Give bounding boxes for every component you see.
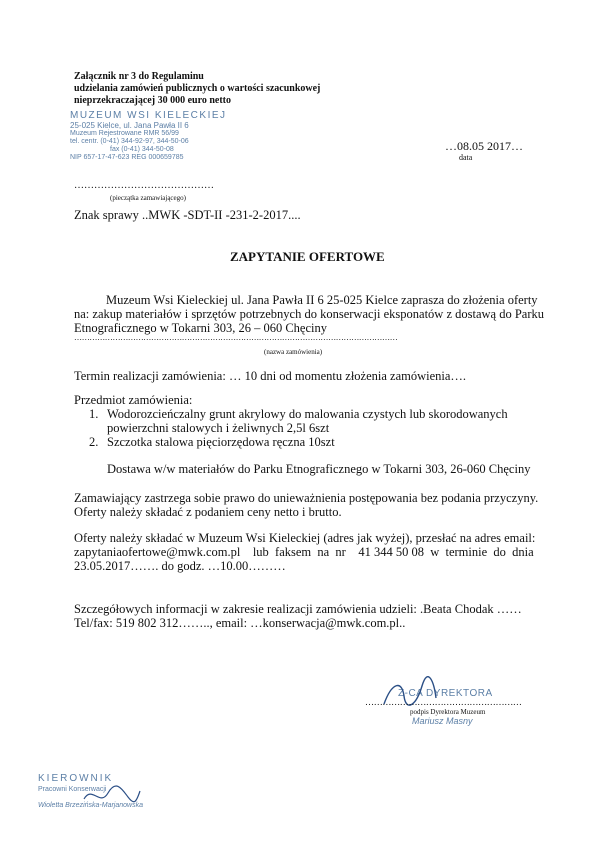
director-stamp: Z-CA DYREKTORA bbox=[398, 688, 493, 699]
subject-heading: Przedmiot zamówienia: bbox=[74, 393, 193, 407]
stamp-name: MUZEUM WSI KIELECKIEJ bbox=[70, 110, 227, 121]
reservation-paragraph bbox=[74, 491, 538, 519]
subject-item-2: Szczotka stalowa pięciorzędowa ręczna 10szt bbox=[107, 435, 335, 449]
submission-line-3: 23.05.2017……. do godz. …10.00……… bbox=[74, 559, 286, 573]
contact-paragraph bbox=[74, 602, 522, 630]
submission-paragraph bbox=[74, 531, 535, 573]
delivery-text: Dostawa w/w materiałów do Parku Etnograficznego w Tokarni 303, 26-060 Chęciny bbox=[107, 462, 531, 476]
manager-signature-scribble bbox=[82, 783, 142, 809]
subject-item-1 bbox=[107, 407, 508, 435]
manager-stamp-line-2: Pracowni Konserwacji bbox=[38, 786, 107, 793]
museum-stamp bbox=[70, 110, 227, 162]
contact-line-2: Tel/fax: 519 802 312…….., email: …konserwacja@mwk.com.pl.. bbox=[74, 616, 406, 630]
subject-item-2-number: 2. bbox=[89, 435, 99, 449]
stamp-address: 25-025 Kielce, ul. Jana Pawła II 6 bbox=[70, 121, 189, 130]
case-number: Znak sprawy ..MWK -SDT-II -231-2-2017.... bbox=[74, 208, 301, 222]
annex-line-2: udzielania zamówień publicznych o wartości szacunkowej bbox=[74, 83, 321, 94]
page-title: ZAPYTANIE OFERTOWE bbox=[230, 249, 385, 264]
reservation-line-1: Zamawiający zastrzega sobie prawo do unieważnienia postępowania bez podania przyczyny. bbox=[74, 491, 539, 505]
date-label: data bbox=[459, 153, 473, 162]
order-caption: (nazwa zamówienia) bbox=[264, 348, 323, 356]
intro-line-2: na: zakup materiałów i sprzętów potrzebnych do konserwacji eksponatów z dostawą do Parku bbox=[74, 307, 544, 321]
stamp-dots: …………………………………… bbox=[74, 180, 214, 191]
director-caption: podpis Dyrektora Muzeum bbox=[410, 708, 486, 716]
annex-line-1: Załącznik nr 3 do Regulaminu bbox=[74, 71, 204, 82]
director-dots: ……………………………………………… bbox=[365, 697, 522, 707]
manager-stamp-line-3: Wioletta Brzezińska-Marjanowska bbox=[38, 802, 143, 809]
submission-line-2: zapytaniaofertowe@mwk.com.pl lub faksem na nr 41 344 50 08 w terminie do dnia bbox=[74, 545, 534, 559]
manager-stamp-line-1: KIEROWNIK bbox=[38, 773, 114, 784]
order-dots: ……………………………………………………………………………………………………………… bbox=[74, 333, 398, 342]
annex-line-3: nieprzekraczającej 30 000 euro netto bbox=[74, 95, 231, 106]
subject-item-1-line-2: powierzchni stalowych i żeliwnych 2,5l 6szt bbox=[107, 421, 330, 435]
stamp-caption: (pieczątka zamawiającego) bbox=[110, 194, 186, 202]
stamp-nip: NIP 657-17-47-623 REG 000659785 bbox=[70, 154, 184, 161]
reservation-line-2: Oferty należy składać z podaniem ceny netto i brutto. bbox=[74, 505, 342, 519]
subject-item-1-number: 1. bbox=[89, 407, 99, 421]
stamp-registry: Muzeum Rejestrowane RMR 56/99 bbox=[70, 130, 179, 137]
intro-line-3: Etnograficznego w Tokarni 303, 26 – 060 Chęciny bbox=[74, 321, 328, 335]
stamp-phone: tel. centr. (0-41) 344-92-97, 344-50-06 bbox=[70, 138, 189, 145]
intro-line-1: Muzeum Wsi Kieleckiej ul. Jana Pawła II 6 25-025 Kielce zaprasza do złożenia oferty bbox=[106, 293, 538, 307]
contact-line-1: Szczegółowych informacji w zakresie realizacji zamówienia udzieli: .Beata Chodak …… bbox=[74, 602, 522, 616]
stamp-fax: fax (0-41) 344-50-08 bbox=[110, 146, 174, 153]
intro-paragraph bbox=[74, 293, 544, 335]
submission-line-1: Oferty należy składać w Muzeum Wsi Kieleckiej (adres jak wyżej), przesłać na adres email: bbox=[74, 531, 536, 545]
subject-item-1-line-1: Wodorozcieńczalny grunt akrylowy do malowania czystych lub skorodowanych bbox=[107, 407, 508, 421]
date-value: …08.05 2017… bbox=[445, 139, 523, 153]
annex-header bbox=[74, 71, 320, 107]
deadline-text: Termin realizacji zamówienia: … 10 dni od momentu złożenia zamówienia…. bbox=[74, 369, 467, 383]
director-name: Mariusz Masny bbox=[412, 716, 473, 726]
